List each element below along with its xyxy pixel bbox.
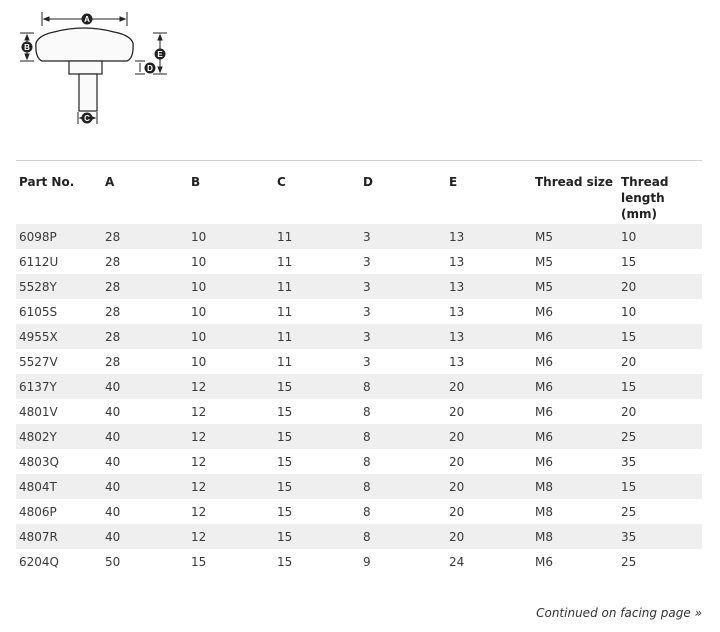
table-row	[16, 399, 702, 424]
cell-dim-d: 3	[363, 304, 371, 319]
cell-thread-length: 20	[621, 354, 637, 369]
cell-dim-a: 40	[102, 374, 188, 399]
cell-part-no: 4806P	[19, 504, 57, 519]
label-d	[145, 63, 156, 74]
cell-part-no: 4804T	[16, 474, 102, 499]
cell-dim-e: 20	[446, 374, 532, 399]
table-row	[16, 249, 702, 274]
cell-thread-size: M6	[535, 454, 553, 469]
cell-dim-c: 15	[274, 374, 360, 399]
cell-thread-length: 15	[618, 374, 702, 399]
cell-thread-size: M8	[535, 504, 553, 519]
cell-dim-c: 15	[277, 454, 293, 469]
cell-thread-length: 20	[621, 404, 637, 419]
cell-dim-b: 12	[188, 474, 274, 499]
cell-dim-e: 13	[449, 254, 465, 269]
cell-dim-a: 40	[102, 424, 188, 449]
cell-dim-d: 8	[360, 474, 446, 499]
cell-part-no: 6112U	[19, 254, 59, 269]
top-divider	[16, 160, 702, 161]
table-row	[16, 274, 702, 299]
cell-dim-c: 11	[274, 274, 360, 299]
cell-dim-e: 13	[446, 224, 532, 249]
table-row	[16, 374, 702, 399]
cell-dim-a: 28	[102, 324, 188, 349]
cell-dim-c: 15	[277, 554, 293, 569]
header-thread-size: Thread size	[535, 175, 614, 189]
label-c	[82, 113, 93, 124]
header-thread-length: Thread length (mm)	[621, 175, 669, 221]
svg-text:D: D	[147, 64, 153, 73]
table-header-row	[16, 166, 702, 224]
cell-dim-e: 20	[446, 474, 532, 499]
cell-dim-b: 12	[191, 404, 207, 419]
cell-dim-b: 12	[188, 374, 274, 399]
header-d: D	[363, 175, 373, 189]
cell-dim-b: 10	[191, 304, 207, 319]
cell-dim-d: 8	[363, 404, 371, 419]
cell-dim-b: 10	[188, 224, 274, 249]
cell-dim-c: 15	[274, 524, 360, 549]
cell-dim-a: 40	[105, 454, 121, 469]
cell-part-no: 6105S	[19, 304, 58, 319]
cell-dim-d: 9	[363, 554, 371, 569]
table-row	[16, 424, 702, 449]
cell-dim-c: 11	[274, 224, 360, 249]
cell-part-no: 4802Y	[16, 424, 102, 449]
cell-part-no: 6204Q	[19, 554, 59, 569]
header-e: E	[449, 175, 458, 189]
cell-thread-length: 25	[621, 504, 637, 519]
cell-thread-size: M6	[535, 304, 553, 319]
cell-dim-c: 15	[274, 474, 360, 499]
cell-part-no: 6137Y	[16, 374, 102, 399]
cell-dim-d: 8	[360, 374, 446, 399]
svg-text:A: A	[84, 15, 90, 24]
cell-dim-a: 28	[105, 304, 121, 319]
cell-dim-b: 12	[191, 504, 207, 519]
cell-part-no: 4801V	[19, 404, 58, 419]
table-row	[16, 549, 702, 574]
cell-dim-c: 15	[277, 504, 293, 519]
cell-thread-length: 15	[618, 474, 702, 499]
cell-thread-size: M8	[532, 474, 618, 499]
cell-dim-e: 20	[449, 504, 465, 519]
cell-dim-e: 24	[449, 554, 465, 569]
cell-thread-length: 25	[621, 554, 637, 569]
cell-dim-a: 28	[105, 354, 121, 369]
cell-thread-size: M6	[532, 374, 618, 399]
cell-dim-e: 13	[449, 304, 465, 319]
cell-thread-length: 35	[618, 524, 702, 549]
cell-thread-size: M6	[532, 324, 618, 349]
header-part-no: Part No.	[19, 175, 75, 189]
cell-part-no: 4807R	[16, 524, 102, 549]
cell-dim-d: 3	[360, 224, 446, 249]
cell-part-no: 5528Y	[16, 274, 102, 299]
cell-part-no: 4803Q	[19, 454, 59, 469]
cell-dim-c: 15	[277, 404, 293, 419]
label-b	[22, 42, 33, 53]
cell-dim-a: 28	[102, 224, 188, 249]
cell-thread-length: 35	[621, 454, 637, 469]
header-c: C	[277, 175, 286, 189]
cell-dim-a: 28	[102, 274, 188, 299]
header-b: B	[191, 175, 201, 189]
cell-part-no: 4955X	[16, 324, 102, 349]
cell-dim-c: 15	[274, 424, 360, 449]
cell-dim-a: 40	[102, 474, 188, 499]
cell-thread-length: 20	[618, 274, 702, 299]
knob-dimension-diagram	[14, 8, 174, 130]
cell-thread-length: 15	[621, 254, 637, 269]
cell-thread-length: 15	[618, 324, 702, 349]
svg-text:C: C	[84, 114, 90, 123]
cell-thread-size: M5	[532, 224, 618, 249]
cell-dim-e: 13	[446, 274, 532, 299]
cell-part-no: 5527V	[19, 354, 58, 369]
header-a: A	[105, 175, 115, 189]
cell-dim-b: 12	[188, 424, 274, 449]
cell-dim-b: 10	[188, 274, 274, 299]
table-row	[16, 224, 702, 249]
table-row	[16, 349, 702, 374]
continued-note: Continued on facing page »	[536, 606, 702, 620]
svg-text:B: B	[24, 43, 30, 52]
cell-dim-d: 3	[360, 324, 446, 349]
cell-dim-d: 8	[363, 504, 371, 519]
cell-dim-b: 10	[191, 254, 207, 269]
part-spec-table	[16, 166, 702, 574]
cell-dim-e: 20	[449, 404, 465, 419]
cell-dim-b: 10	[188, 324, 274, 349]
cell-thread-size: M6	[535, 354, 553, 369]
svg-text:E: E	[157, 50, 163, 59]
cell-dim-b: 12	[188, 524, 274, 549]
table-row	[16, 449, 702, 474]
cell-thread-size: M5	[535, 254, 553, 269]
cell-dim-c: 11	[274, 324, 360, 349]
label-e	[155, 49, 166, 60]
cell-thread-length: 10	[618, 224, 702, 249]
cell-dim-d: 8	[363, 454, 371, 469]
cell-dim-b: 12	[191, 454, 207, 469]
cell-dim-c: 11	[277, 254, 293, 269]
cell-dim-e: 20	[449, 454, 465, 469]
cell-thread-size: M6	[535, 554, 553, 569]
label-a	[82, 14, 93, 25]
cell-dim-b: 10	[191, 354, 207, 369]
cell-thread-size: M8	[532, 524, 618, 549]
cell-dim-d: 3	[363, 354, 371, 369]
cell-part-no: 6098P	[16, 224, 102, 249]
cell-dim-a: 40	[102, 524, 188, 549]
table-row	[16, 499, 702, 524]
cell-dim-d: 3	[363, 254, 371, 269]
table-row	[16, 524, 702, 549]
cell-thread-size: M6	[532, 424, 618, 449]
cell-dim-e: 13	[446, 324, 532, 349]
cell-thread-length: 10	[621, 304, 637, 319]
cell-dim-e: 13	[449, 354, 465, 369]
table-row	[16, 324, 702, 349]
cell-dim-a: 40	[105, 504, 121, 519]
table-row	[16, 474, 702, 499]
cell-dim-e: 20	[446, 524, 532, 549]
table-row	[16, 299, 702, 324]
cell-dim-d: 8	[360, 524, 446, 549]
cell-dim-d: 3	[360, 274, 446, 299]
cell-dim-b: 15	[191, 554, 207, 569]
cell-dim-c: 11	[277, 304, 293, 319]
cell-thread-size: M6	[535, 404, 553, 419]
cell-thread-length: 25	[618, 424, 702, 449]
cell-thread-size: M5	[532, 274, 618, 299]
cell-dim-c: 11	[277, 354, 293, 369]
cell-dim-a: 50	[105, 554, 121, 569]
cell-dim-a: 40	[105, 404, 121, 419]
cell-dim-d: 8	[360, 424, 446, 449]
cell-dim-a: 28	[105, 254, 121, 269]
cell-dim-e: 20	[446, 424, 532, 449]
